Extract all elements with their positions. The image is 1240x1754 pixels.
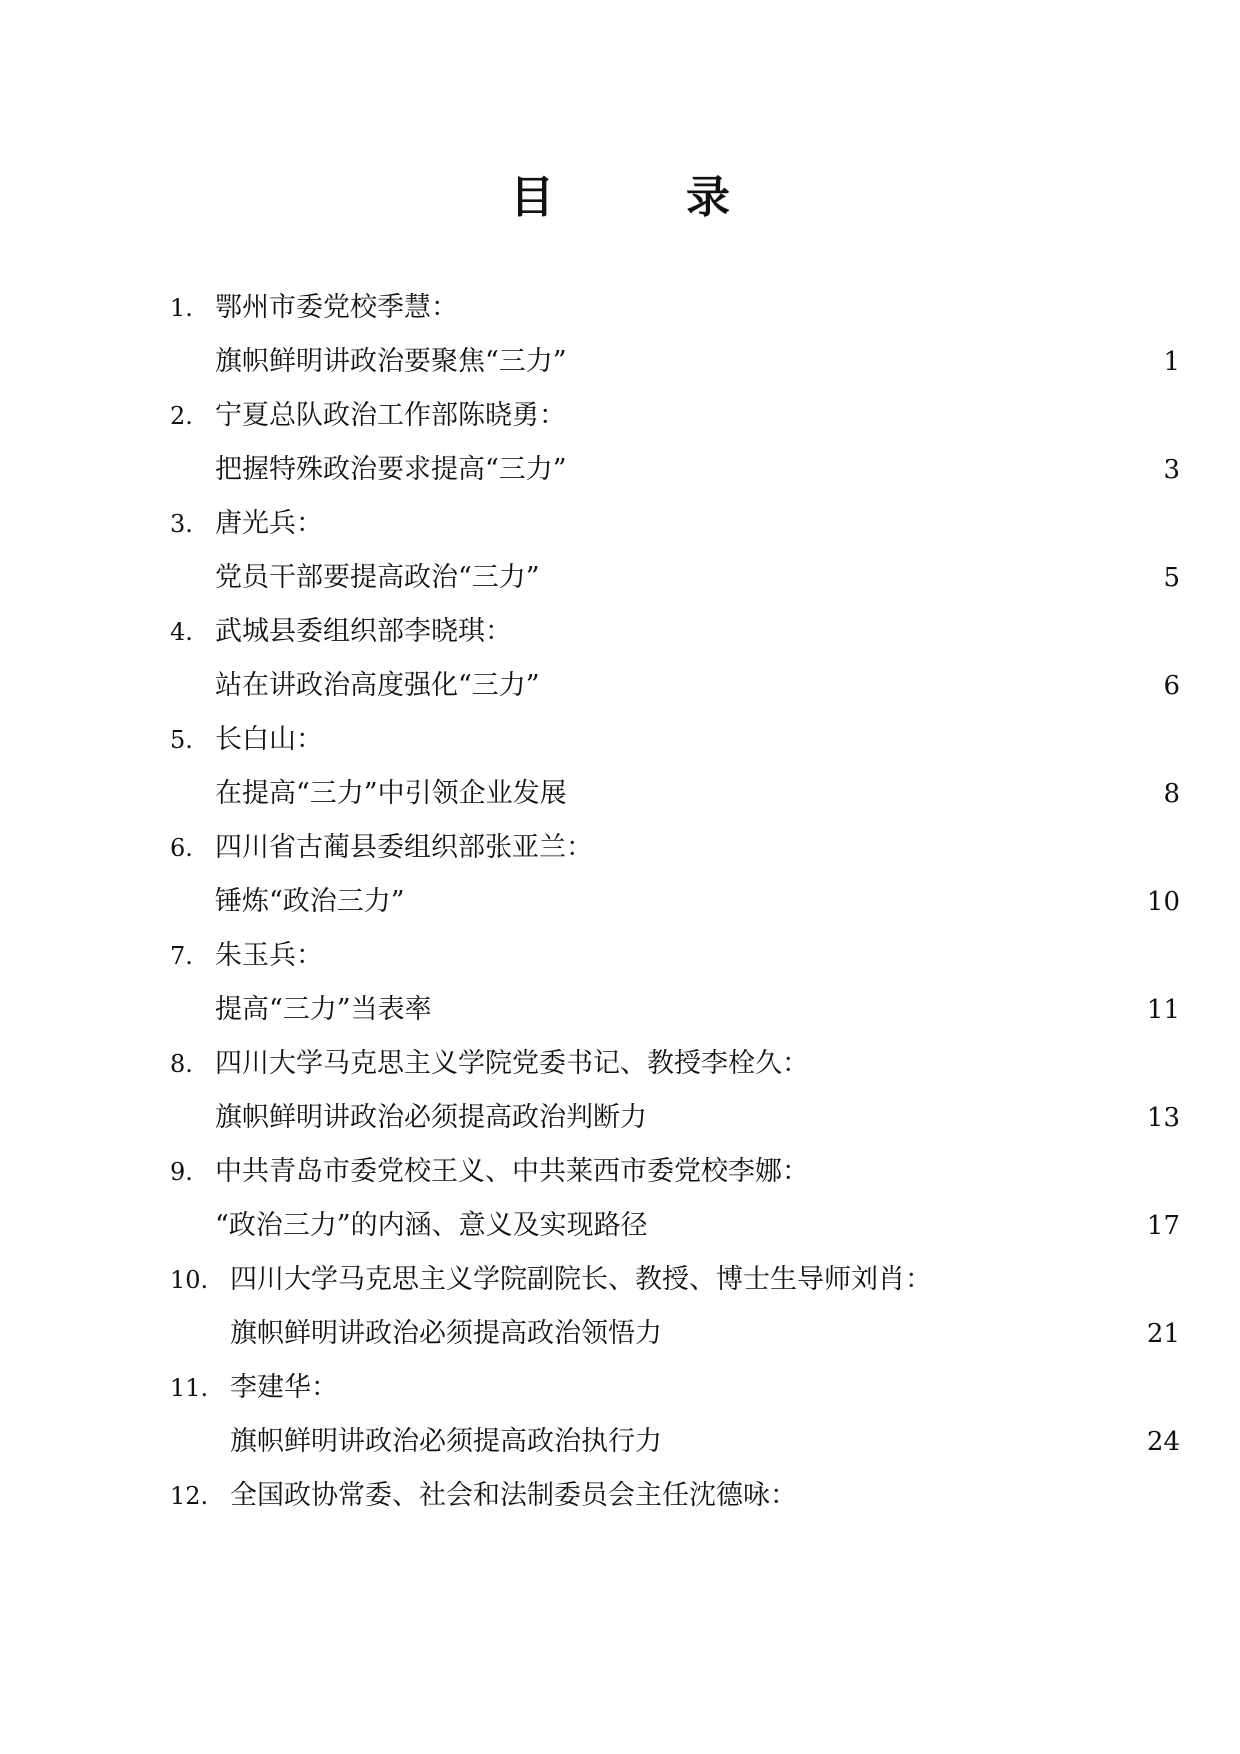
toc-entry-8 [170,1037,1180,1145]
toc-entry-10 [170,1253,1180,1361]
toc-title-line [170,1307,1180,1361]
toc-entry-page[interactable]: 13 [1146,1103,1180,1133]
toc-entry-title[interactable]: 旗帜鲜明讲政治必须提高政治领悟力 [230,1318,662,1349]
toc-entry-6 [170,821,1180,929]
toc-entry-author[interactable]: 宁夏总队政治工作部陈晓勇： [215,400,566,431]
toc-entry-number: 6. [170,834,193,862]
toc-entry-number: 2. [170,402,193,430]
toc-entry-page[interactable]: 10 [1146,887,1180,917]
toc-entry-page[interactable]: 21 [1146,1319,1180,1349]
toc-entry-number: 4. [170,618,193,646]
toc-entry-1 [170,281,1180,389]
toc-entry-5 [170,713,1180,821]
toc-entry-number: 9. [170,1158,193,1186]
toc-entry-title[interactable]: 提高“三力”当表率 [215,994,432,1025]
toc-entry-author[interactable]: 长白山： [215,724,323,755]
toc-entry-author[interactable]: 四川大学马克思主义学院党委书记、教授李栓久： [215,1048,809,1079]
toc-title-line [170,767,1180,821]
toc-author-line [170,929,1180,983]
toc-entry-title[interactable]: 站在讲政治高度强化“三力” [215,670,540,701]
toc-author-line [170,497,1180,551]
toc-entry-author[interactable]: 全国政协常委、社会和法制委员会主任沈德咏： [230,1480,797,1511]
toc-entry-title[interactable]: 党员干部要提高政治“三力” [215,562,540,593]
toc-entry-title[interactable]: “政治三力”的内涵、意义及实现路径 [215,1210,648,1241]
toc-entry-number: 3. [170,510,193,538]
toc-entry-number: 7. [170,942,193,970]
toc-entry-number: 11. [170,1374,209,1402]
toc-title-line [170,659,1180,713]
toc-author-line [170,1253,1180,1307]
toc-title-line [170,1199,1180,1253]
table-of-contents [170,281,1180,1523]
toc-entry-page[interactable]: 6 [1163,671,1180,701]
toc-entry-page[interactable]: 3 [1163,455,1180,485]
toc-author-line [170,1145,1180,1199]
toc-title-line [170,1091,1180,1145]
toc-entry-3 [170,497,1180,605]
toc-entry-7 [170,929,1180,1037]
toc-author-line [170,1361,1180,1415]
page-title: 目 录 [510,172,774,223]
toc-entry-number: 12. [170,1482,209,1510]
toc-entry-author[interactable]: 四川大学马克思主义学院副院长、教授、博士生导师刘肖： [230,1264,932,1295]
toc-entry-title[interactable]: 在提高“三力”中引领企业发展 [215,778,567,809]
toc-entry-author[interactable]: 中共青岛市委党校王义、中共莱西市委党校李娜： [215,1156,809,1187]
toc-title-line [170,551,1180,605]
toc-entry-page[interactable]: 1 [1163,347,1180,377]
toc-entry-author[interactable]: 四川省古蔺县委组织部张亚兰： [215,832,593,863]
toc-entry-page[interactable]: 24 [1146,1427,1180,1457]
toc-entry-number: 8. [170,1050,193,1078]
toc-author-line [170,821,1180,875]
toc-entry-author[interactable]: 唐光兵： [215,508,323,539]
toc-author-line [170,713,1180,767]
toc-entry-title[interactable]: 旗帜鲜明讲政治必须提高政治判断力 [215,1102,647,1133]
toc-entry-author[interactable]: 武城县委组织部李晓琪： [215,616,512,647]
toc-author-line [170,605,1180,659]
toc-author-line [170,389,1180,443]
toc-author-line [170,281,1180,335]
toc-entry-12 [170,1469,1180,1523]
toc-entry-9 [170,1145,1180,1253]
toc-title-line [170,875,1180,929]
toc-title-line [170,1415,1180,1469]
toc-entry-author[interactable]: 朱玉兵： [215,940,323,971]
toc-entry-author[interactable]: 鄂州市委党校季慧： [215,292,458,323]
toc-author-line [170,1037,1180,1091]
toc-author-line [170,1469,1180,1523]
toc-entry-number: 5. [170,726,193,754]
toc-entry-title[interactable]: 旗帜鲜明讲政治必须提高政治执行力 [230,1426,662,1457]
toc-entry-page[interactable]: 11 [1146,995,1180,1025]
toc-entry-11 [170,1361,1180,1469]
toc-entry-title[interactable]: 锤炼“政治三力” [215,886,405,917]
toc-title-line [170,335,1180,389]
toc-title-line [170,983,1180,1037]
toc-entry-page[interactable]: 5 [1163,563,1180,593]
toc-entry-4 [170,605,1180,713]
toc-entry-page[interactable]: 8 [1163,779,1180,809]
toc-title-line [170,443,1180,497]
toc-entry-title[interactable]: 把握特殊政治要求提高“三力” [215,454,567,485]
toc-entry-title[interactable]: 旗帜鲜明讲政治要聚焦“三力” [215,346,567,377]
toc-entry-author[interactable]: 李建华： [230,1372,338,1403]
toc-entry-number: 1. [170,294,193,322]
toc-entry-number: 10. [170,1266,209,1294]
toc-entry-2 [170,389,1180,497]
toc-entry-page[interactable]: 17 [1146,1211,1180,1241]
